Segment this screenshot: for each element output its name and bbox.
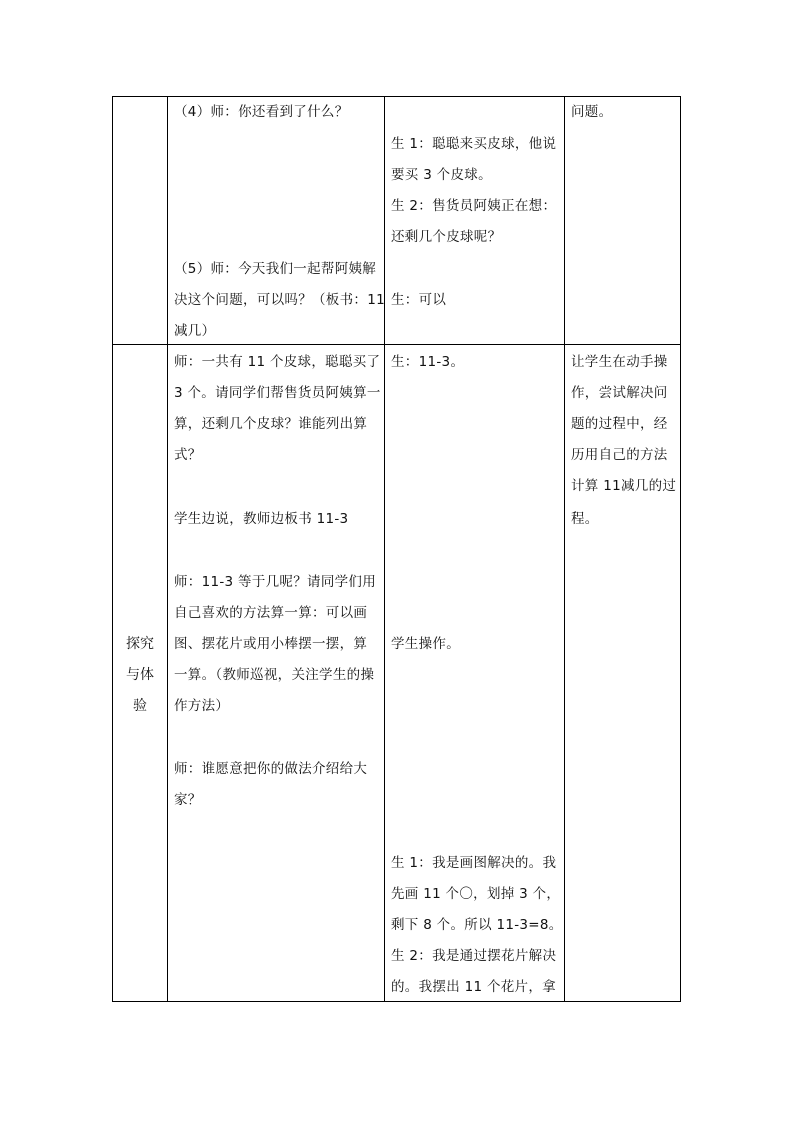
teacher-line: 自己喜欢的方法算一算：可以画 xyxy=(174,605,368,621)
teacher-line: （4）师：你还看到了什么？ xyxy=(174,104,349,120)
student-line: 的。我摆出 11 个花片，拿 xyxy=(391,979,556,995)
student-line: 生 2：我是通过摆花片解决 xyxy=(391,948,557,964)
intent-line: 问题。 xyxy=(571,104,613,120)
student-line: 还剩几个皮球呢？ xyxy=(391,229,502,245)
student-line: 要买 3 个皮球。 xyxy=(391,167,492,183)
column-divider-3 xyxy=(564,96,565,1002)
student-line: 生 1：我是画图解决的。我 xyxy=(391,855,557,871)
teacher-line: 3 个。请同学们帮售货员阿姨算一 xyxy=(174,385,381,401)
student-line: 学生操作。 xyxy=(391,636,460,652)
intent-line: 让学生在动手操 xyxy=(571,354,668,370)
column-divider-1 xyxy=(167,96,168,1002)
student-line: 生 1：聪聪来买皮球，他说 xyxy=(391,136,557,152)
intent-line: 历用自己的方法 xyxy=(571,447,668,463)
teacher-line: 式？ xyxy=(174,447,202,463)
table-border-left xyxy=(112,96,113,1002)
teacher-line: （5）师：今天我们一起帮阿姨解 xyxy=(174,261,377,277)
column-divider-2 xyxy=(384,96,385,1002)
intent-line: 题的过程中，经 xyxy=(571,416,668,432)
teacher-line: 师：11-3 等于几呢？请同学们用 xyxy=(174,574,377,590)
teacher-line: 一算。（教师巡视，关注学生的操 xyxy=(174,667,375,683)
intent-line: 计算 11减几的过 xyxy=(571,478,677,494)
student-line: 生：可以 xyxy=(391,292,447,308)
teacher-line: 家？ xyxy=(174,792,202,808)
stage-label: 与体 xyxy=(126,667,154,683)
teacher-line: 作方法） xyxy=(174,698,230,714)
teacher-line: 师：一共有 11 个皮球，聪聪买了 xyxy=(174,354,381,370)
teacher-line: 图、摆花片或用小棒摆一摆，算 xyxy=(174,636,368,652)
teacher-line: 算，还剩几个皮球？谁能列出算 xyxy=(174,416,368,432)
teacher-line: 决这个问题，可以吗？（板书：11 xyxy=(174,292,385,308)
student-line: 剩下 8 个。所以 11-3=8。 xyxy=(391,917,563,933)
teacher-line: 学生边说，教师边板书 11-3 xyxy=(174,511,349,527)
student-line: 先画 11 个〇，划掉 3 个， xyxy=(391,886,561,902)
teacher-line: 师：谁愿意把你的做法介绍给大 xyxy=(174,761,368,777)
student-line: 生 2：售货员阿姨正在想： xyxy=(391,198,557,214)
stage-label: 验 xyxy=(133,698,147,714)
stage-label: 探究 xyxy=(126,636,154,652)
teacher-line: 减几） xyxy=(174,323,216,339)
student-line: 生：11-3。 xyxy=(391,354,465,370)
intent-line: 作，尝试解决问 xyxy=(571,385,668,401)
intent-line: 程。 xyxy=(571,511,599,527)
table-border-right xyxy=(680,96,681,1002)
